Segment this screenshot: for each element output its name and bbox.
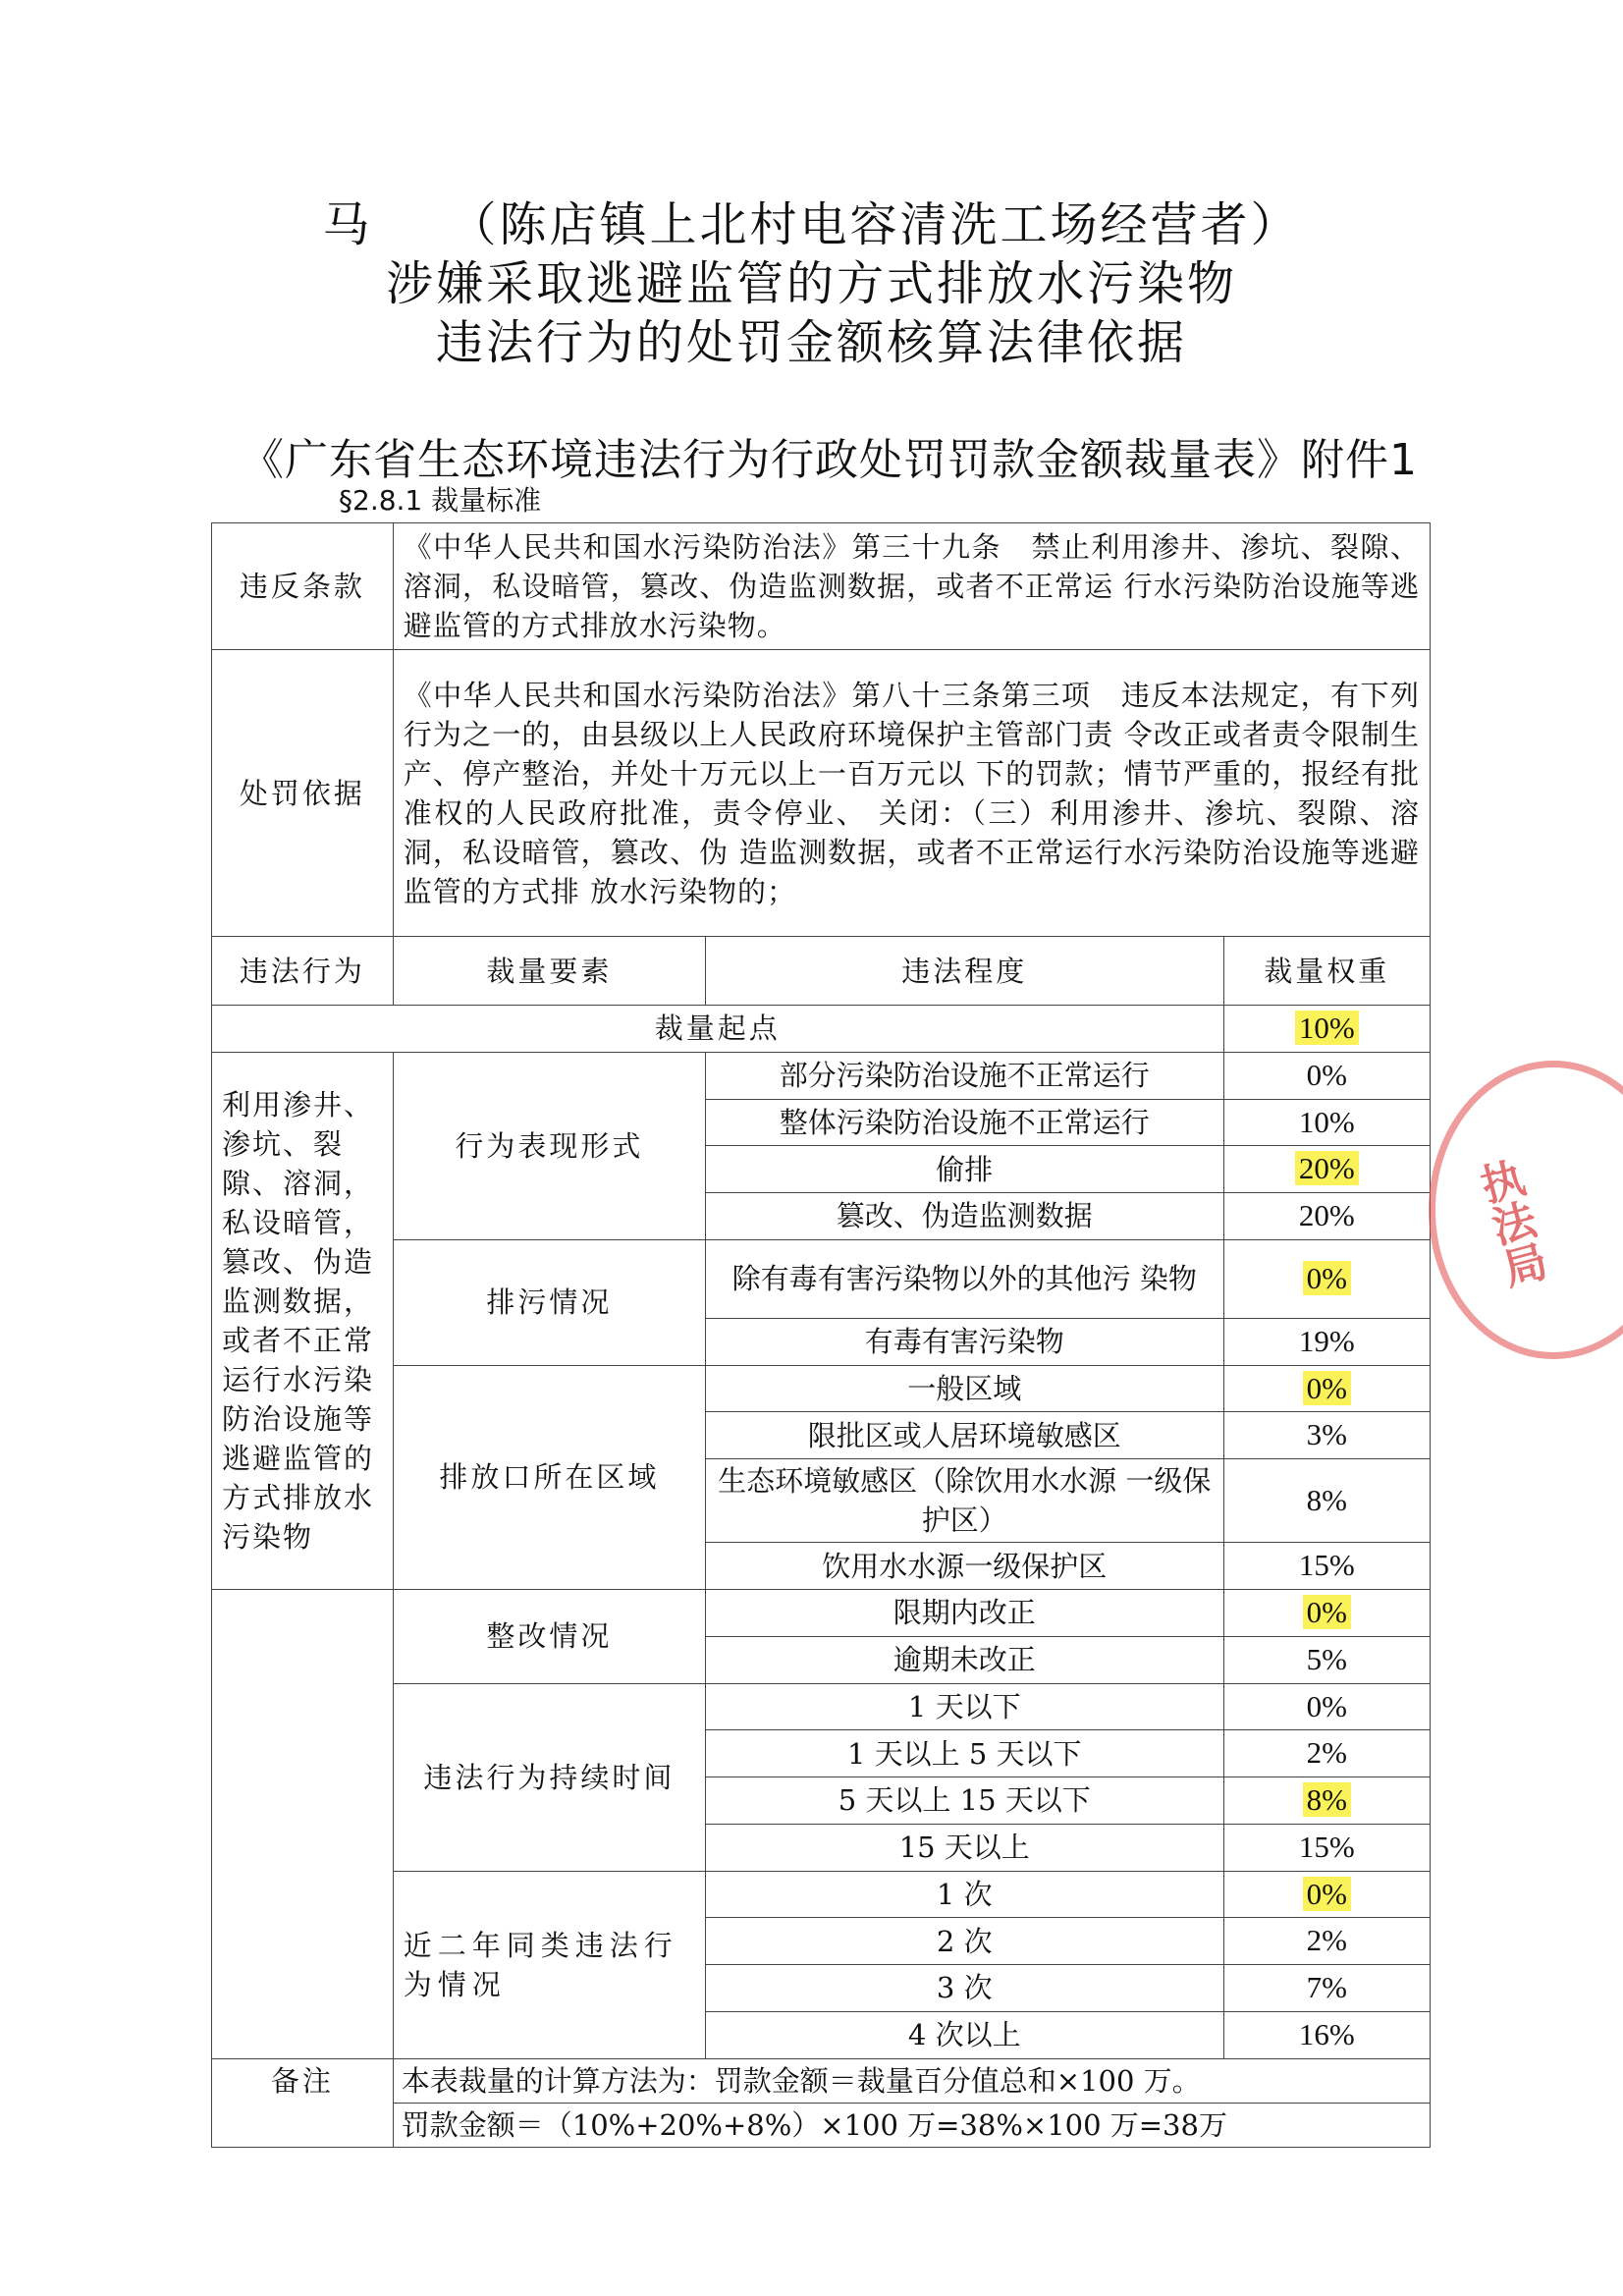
table-row: [212, 1239, 1431, 1318]
degree-cell: 一般区域: [705, 1365, 1223, 1412]
header-degree: 违法程度: [705, 937, 1223, 1006]
degree-cell: 1 天以下: [705, 1683, 1223, 1730]
degree-cell: 饮用水水源一级保护区: [705, 1543, 1223, 1590]
highlighted-weight: 10%: [1295, 1011, 1359, 1045]
degree-cell: 篡改、伪造监测数据: [705, 1193, 1223, 1240]
seal-text: 执法局: [1468, 1154, 1551, 1293]
start-point-row: [212, 1006, 1431, 1053]
document-title-line-1: 马 （陈店镇上北村电容清洗工场经营者）: [322, 197, 1301, 252]
section-heading: §2.8.1 裁量标准: [339, 484, 542, 517]
remarks-row: [212, 2103, 1431, 2147]
degree-cell: 生态环境敏感区（除饮用水水源 一级保护区）: [705, 1459, 1223, 1543]
remarks-row: [212, 2058, 1431, 2103]
violation-clause-row: [212, 523, 1431, 650]
factor-rectify: 整改情况: [393, 1589, 705, 1683]
highlighted-weight: 20%: [1295, 1151, 1359, 1185]
degree-cell: 有毒有害污染物: [705, 1318, 1223, 1365]
remarks-line-2: 罚款金额＝（10%+20%+8%）×100 万=38%×100 万=38万: [393, 2103, 1430, 2147]
weight-cell: 20%: [1223, 1193, 1430, 1240]
degree-cell: 限批区或人居环境敏感区: [705, 1412, 1223, 1459]
header-factor: 裁量要素: [393, 937, 705, 1006]
weight-cell: [1223, 1871, 1430, 1918]
factor-duration: 违法行为持续时间: [393, 1683, 705, 1871]
start-point-weight: [1223, 1006, 1430, 1053]
penalty-basis-row: [212, 650, 1431, 937]
highlighted-weight: 0%: [1303, 1371, 1351, 1405]
penalty-basis-text: 《中华人民共和国水污染防治法》第八十三条第三项 违反本法规定，有下列行为之一的，由县级以上人民政府环境保护主管部门责 令改正或者责令限制生产、停产整治，并处十万元以上一百万元以 下的罚款；情节严重的，报经有批准权的人民政府批准，责令停业、 关闭：（三）利用渗井、渗坑、裂隙、溶洞，私设暗管，篡改、伪 造监测数据，或者不正常运行水污染防治设施等逃避监管的方式排 放水污染物的；: [393, 650, 1430, 937]
weight-cell: 2%: [1223, 1730, 1430, 1777]
factor-history: 近二年同类违法行 为情况: [393, 1871, 705, 2058]
degree-cell: 3 次: [705, 1965, 1223, 2012]
table-row: [212, 1683, 1431, 1730]
header-weight: 裁量权重: [1223, 937, 1430, 1006]
regulation-subtitle: 《广东省生态环境违法行为行政处罚罚款金额裁量表》附件1: [241, 435, 1418, 485]
weight-cell: 0%: [1223, 1683, 1430, 1730]
weight-cell: 16%: [1223, 2011, 1430, 2058]
weight-cell: 19%: [1223, 1318, 1430, 1365]
empty-act-cell: [212, 1589, 394, 2058]
weight-cell: 15%: [1223, 1543, 1430, 1590]
violation-act-text: 利用渗井、渗坑、裂隙、溶洞，私设暗管，篡改、伪造监测数据，或者不正常运行水污染防治设施等逃避监管的方式排放水污染物: [212, 1052, 394, 1589]
start-point-label: 裁量起点: [212, 1006, 1224, 1053]
degree-cell: 整体污染防治设施不正常运行: [705, 1099, 1223, 1146]
degree-cell: 偷排: [705, 1146, 1223, 1193]
table-row: [212, 1589, 1431, 1636]
weight-cell: [1223, 1589, 1430, 1636]
degree-cell: 逾期未改正: [705, 1636, 1223, 1683]
table-header-row: [212, 937, 1431, 1006]
header-violation-act: 违法行为: [212, 937, 394, 1006]
degree-cell: 2 次: [705, 1918, 1223, 1965]
highlighted-weight: 0%: [1303, 1261, 1351, 1295]
weight-cell: [1223, 1239, 1430, 1318]
degree-cell: 5 天以上 15 天以下: [705, 1777, 1223, 1825]
penalty-basis-label: 处罚依据: [212, 650, 394, 937]
degree-cell: 1 次: [705, 1871, 1223, 1918]
degree-cell: 15 天以上: [705, 1824, 1223, 1871]
remarks-line-1: 本表裁量的计算方法为：罚款金额＝裁量百分值总和×100 万。: [393, 2058, 1430, 2103]
weight-cell: 5%: [1223, 1636, 1430, 1683]
document-title-line-3: 违法行为的处罚金额核算法律依据: [435, 315, 1187, 370]
weight-cell: 15%: [1223, 1824, 1430, 1871]
degree-cell: 除有毒有害污染物以外的其他污 染物: [705, 1239, 1223, 1318]
table-row: [212, 1365, 1431, 1412]
degree-cell: 4 次以上: [705, 2011, 1223, 2058]
factor-behavior: 行为表现形式: [393, 1052, 705, 1239]
weight-cell: 2%: [1223, 1918, 1430, 1965]
document-title-line-2: 涉嫌采取逃避监管的方式排放水污染物: [385, 256, 1237, 311]
weight-cell: 3%: [1223, 1412, 1430, 1459]
weight-cell: [1223, 1365, 1430, 1412]
weight-cell: 0%: [1223, 1052, 1430, 1099]
weight-cell: 7%: [1223, 1965, 1430, 2012]
degree-cell: 1 天以上 5 天以下: [705, 1730, 1223, 1777]
discretion-table: [211, 522, 1431, 2148]
remarks-label: 备注: [212, 2058, 394, 2147]
degree-cell: 部分污染防治设施不正常运行: [705, 1052, 1223, 1099]
weight-cell: [1223, 1777, 1430, 1825]
factor-outlet: 排放口所在区域: [393, 1365, 705, 1589]
highlighted-weight: 0%: [1303, 1595, 1351, 1629]
highlighted-weight: 0%: [1303, 1877, 1351, 1911]
violation-clause-label: 违反条款: [212, 523, 394, 650]
degree-cell: 限期内改正: [705, 1589, 1223, 1636]
weight-cell: [1223, 1146, 1430, 1193]
weight-cell: 10%: [1223, 1099, 1430, 1146]
highlighted-weight: 8%: [1303, 1782, 1351, 1817]
table-row: [212, 1871, 1431, 1918]
table-row: [212, 1052, 1431, 1099]
weight-cell: 8%: [1223, 1459, 1430, 1543]
factor-discharge: 排污情况: [393, 1239, 705, 1365]
violation-clause-text: 《中华人民共和国水污染防治法》第三十九条 禁止利用渗井、渗坑、裂隙、溶洞，私设暗管，篡改、伪造监测数据，或者不正常运 行水污染防治设施等逃避监管的方式排放水污染物。: [393, 523, 1430, 650]
